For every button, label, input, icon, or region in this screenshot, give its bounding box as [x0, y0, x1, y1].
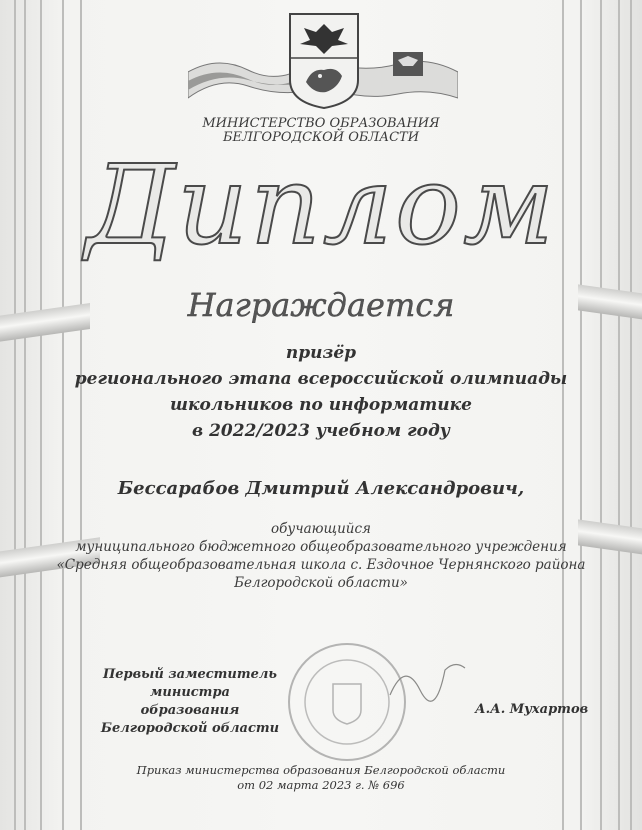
coat-of-arms-icon: [286, 10, 362, 110]
school-line: Белгородской области»: [234, 575, 408, 591]
order-reference: [0, 763, 642, 793]
school-block: [0, 520, 642, 592]
signatory-line: министра образования: [140, 685, 240, 718]
school-line: «Средняя общеобразовательная школа с. Ездочное Чернянского района: [56, 557, 586, 573]
school-line: обучающийся: [271, 521, 371, 537]
order-line: от 02 марта 2023 г. № 696: [237, 778, 405, 792]
signatory-line: Первый заместитель: [103, 667, 277, 682]
signatory-title: [100, 666, 280, 738]
ministry-line: БЕЛГОРОДСКОЙ ОБЛАСТИ: [222, 130, 420, 145]
order-line: Приказ министерства образования Белгородской области: [136, 763, 506, 777]
achievement-line: регионального этапа всероссийской олимпиады: [74, 369, 568, 389]
achievement-line: в 2022/2023 учебном году: [192, 421, 450, 441]
signatory-line: Белгородской области: [100, 721, 280, 736]
achievement-line: призёр: [285, 343, 357, 363]
awarded-heading: Награждается: [187, 286, 455, 324]
signature-icon: [385, 650, 475, 710]
school-line: муниципального бюджетного общеобразовательного учреждения: [75, 539, 567, 555]
achievement-block: [0, 340, 642, 444]
emblem-block: [188, 10, 458, 120]
signatory-name: А.А. Мухартов: [475, 702, 589, 717]
achievement-line: школьников по информатике: [170, 395, 472, 415]
diploma-title: Диплом: [85, 141, 557, 269]
ministry-line: МИНИСТЕРСТВО ОБРАЗОВАНИЯ: [202, 116, 440, 131]
recipient-name: Бессарабов Дмитрий Александрович,: [117, 478, 525, 499]
